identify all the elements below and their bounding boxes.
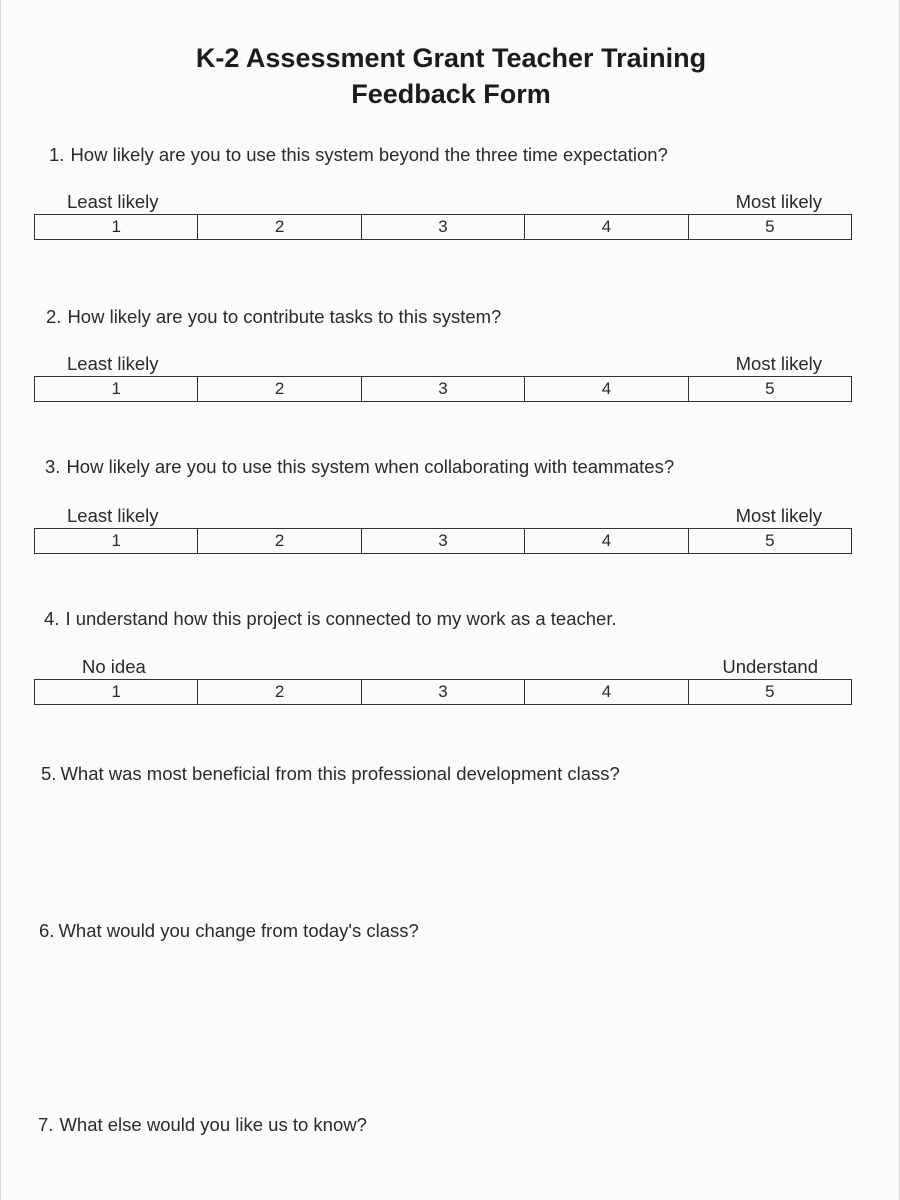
scale-option-2[interactable]: 2 <box>197 529 360 553</box>
question-text: I understand how this project is connected to my work as a teacher. <box>65 608 617 629</box>
scale-options-row <box>34 376 852 402</box>
form-title-line-2: Feedback Form <box>351 79 551 109</box>
question-3 <box>45 455 674 479</box>
scale-option-5[interactable]: 5 <box>688 215 851 239</box>
scale-option-1[interactable]: 1 <box>111 379 121 398</box>
scale-high-label: Most likely <box>735 353 822 374</box>
rating-scale-2 <box>34 352 852 402</box>
scale-option-2[interactable]: 2 <box>197 377 360 401</box>
scale-low-label: Least likely <box>67 353 159 374</box>
scale-option-5[interactable]: 5 <box>688 529 851 553</box>
scale-option-4[interactable]: 4 <box>524 529 687 553</box>
scale-option-2[interactable]: 2 <box>197 215 360 239</box>
question-text: What else would you like us to know? <box>59 1114 367 1135</box>
scale-option-1[interactable]: 1 <box>111 682 121 701</box>
scale-option-1[interactable]: 1 <box>111 217 121 236</box>
question-number: 6. <box>39 920 55 941</box>
scale-option-2[interactable]: 2 <box>197 680 360 704</box>
question-6 <box>39 919 419 943</box>
question-text: What was most beneficial from this professional development class? <box>60 763 620 784</box>
scale-option-5[interactable]: 5 <box>688 377 851 401</box>
scale-high-label: Understand <box>722 656 818 677</box>
scale-low-label: Least likely <box>67 191 159 212</box>
scale-option-3[interactable]: 3 <box>361 680 524 704</box>
question-text: How likely are you to use this system beyond the three time expectation? <box>70 144 668 165</box>
rating-scale-4 <box>34 655 852 705</box>
scale-options-row <box>34 679 852 705</box>
rating-scale-3 <box>34 504 852 554</box>
question-4 <box>44 607 617 631</box>
scale-option-3[interactable]: 3 <box>361 529 524 553</box>
question-number: 1. <box>49 144 65 165</box>
scale-options-row <box>34 214 852 240</box>
scale-option-5[interactable]: 5 <box>688 680 851 704</box>
scale-low-label: Least likely <box>67 505 159 526</box>
question-5 <box>41 762 620 786</box>
scale-high-label: Most likely <box>735 505 822 526</box>
question-text: How likely are you to use this system when collaborating with teammates? <box>66 456 675 477</box>
form-title <box>1 40 900 112</box>
question-number: 5. <box>41 763 57 784</box>
question-number: 2. <box>46 306 62 327</box>
question-number: 7. <box>38 1114 54 1135</box>
question-text: How likely are you to contribute tasks to this system? <box>67 306 502 327</box>
question-number: 3. <box>45 456 61 477</box>
scale-option-1[interactable]: 1 <box>111 531 121 550</box>
question-text: What would you change from today's class? <box>58 920 419 941</box>
rating-scale-1 <box>34 190 852 240</box>
question-2 <box>46 305 501 329</box>
question-number: 4. <box>44 608 60 629</box>
scale-option-4[interactable]: 4 <box>524 680 687 704</box>
scale-high-label: Most likely <box>735 191 822 212</box>
scale-option-3[interactable]: 3 <box>361 377 524 401</box>
scale-option-4[interactable]: 4 <box>524 377 687 401</box>
form-title-line-1: K-2 Assessment Grant Teacher Training <box>195 43 707 73</box>
question-7 <box>38 1113 367 1137</box>
scale-low-label: No idea <box>82 656 146 677</box>
scale-option-3[interactable]: 3 <box>361 215 524 239</box>
scale-option-4[interactable]: 4 <box>524 215 687 239</box>
question-1 <box>49 143 668 167</box>
scale-options-row <box>34 528 852 554</box>
